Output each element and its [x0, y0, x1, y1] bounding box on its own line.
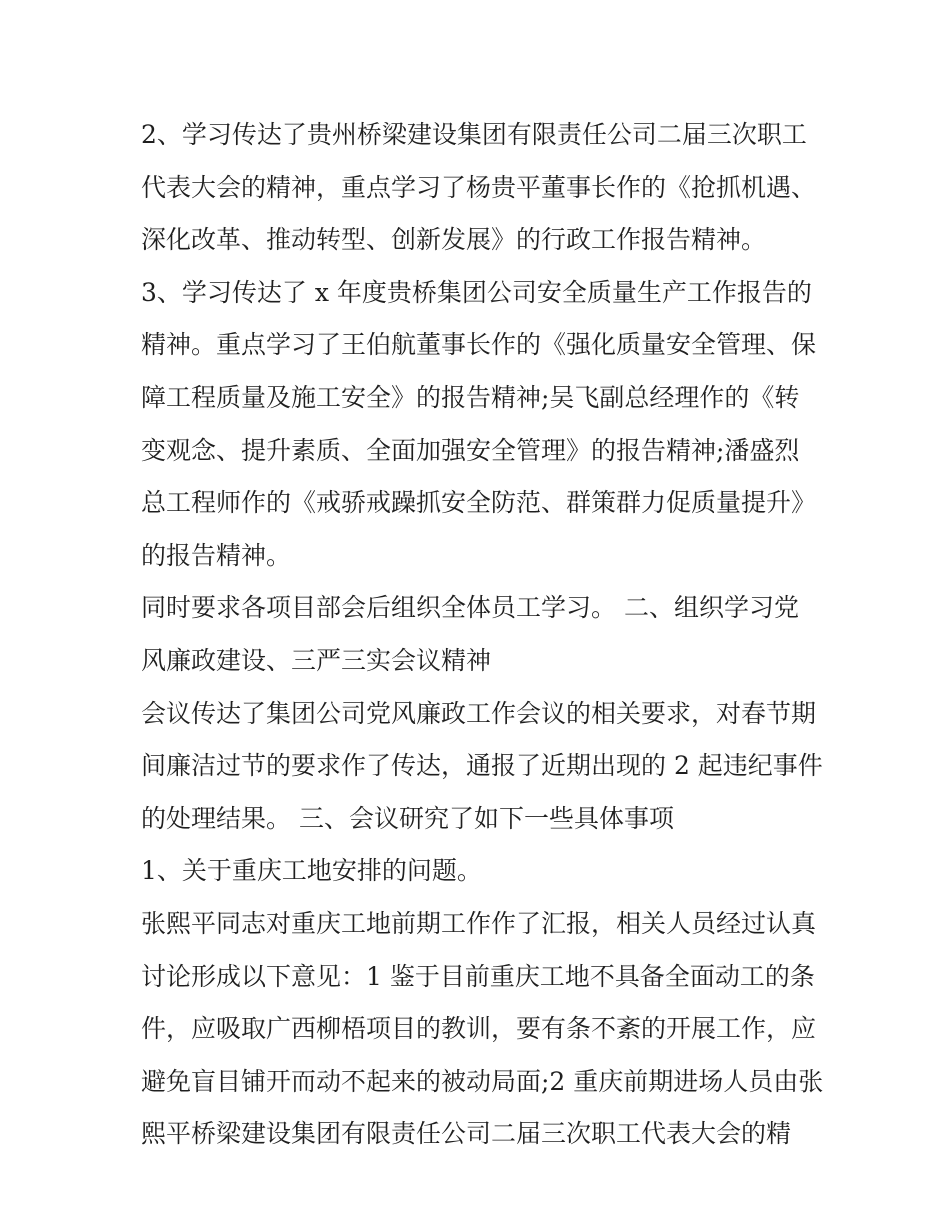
text-line: 总工程师作的《戒骄戒躁抓安全防范、群策群力促质量提升》: [141, 488, 817, 518]
text-line: 风廉政建设、三严三实会议精神: [141, 645, 492, 675]
text-line: 会议传达了集团公司党风廉政工作会议的相关要求，对春节期: [141, 698, 817, 728]
text-line: 1、关于重庆工地安排的问题。: [141, 856, 482, 886]
text-line: 障工程质量及施工安全》的报告精神;吴飞副总经理作的《转: [141, 382, 800, 412]
text-line: 精神。重点学习了王伯航董事长作的《强化质量安全管理、保: [141, 330, 817, 360]
text-line: 张熙平同志对重庆工地前期工作作了汇报，相关人员经过认真: [141, 908, 817, 938]
text-line: 同时要求各项目部会后组织全体员工学习。 二、组织学习党: [141, 593, 799, 623]
text-line: 代表大会的精神，重点学习了杨贵平董事长作的《抢抓机遇、: [141, 172, 817, 202]
text-line: 深化改革、推动转型、创新发展》的行政工作报告精神。: [141, 225, 767, 255]
text-line: 避免盲目铺开而动不起来的被动局面;2 重庆前期进场人员由张: [141, 1066, 824, 1096]
text-line: 讨论形成以下意见：1 鉴于目前重庆工地不具备全面动工的条: [141, 961, 815, 991]
text-line: 变观念、提升素质、全面加强安全管理》的报告精神;潘盛烈: [141, 435, 800, 465]
text-line: 的处理结果。 三、会议研究了如下一些具体事项: [141, 803, 674, 833]
text-line: 3、学习传达了 x 年度贵桥集团公司安全质量生产工作报告的: [141, 277, 812, 307]
document-body: [141, 109, 824, 1161]
text-line: 间廉洁过节的要求作了传达，通报了近期出现的 2 起违纪事件: [141, 751, 823, 781]
text-line: 2、学习传达了贵州桥梁建设集团有限责任公司二届三次职工: [141, 120, 807, 149]
text-line: 熙平桥梁建设集团有限责任公司二届三次职工代表大会的精: [141, 1119, 792, 1149]
text-line: 的报告精神。: [141, 540, 292, 570]
text-line: 件，应吸取广西柳梧项目的教训，要有条不紊的开展工作，应: [141, 1014, 817, 1044]
